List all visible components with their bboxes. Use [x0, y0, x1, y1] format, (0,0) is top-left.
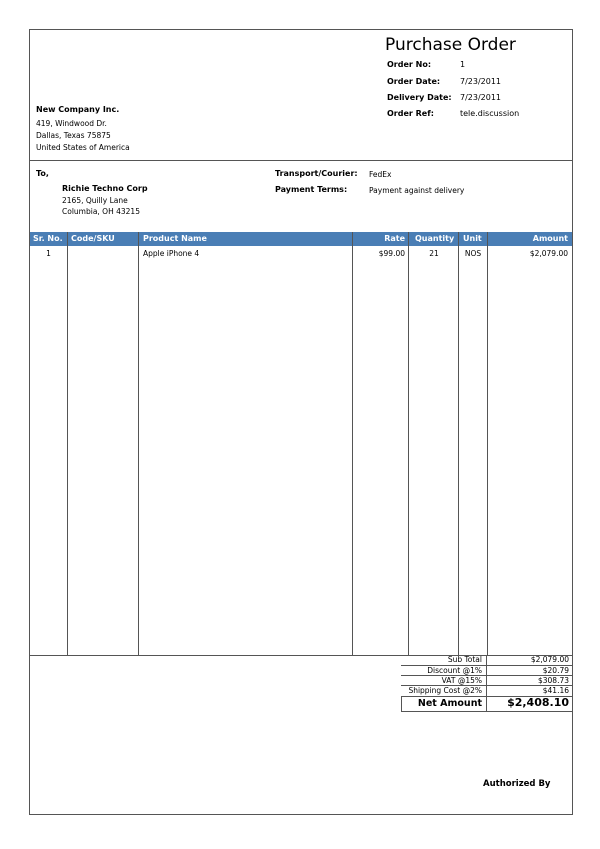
row-unit: NOS — [464, 249, 482, 258]
order-ref-value: tele.discussion — [460, 109, 520, 118]
shipping-cost-label: Shipping Cost @2% — [408, 686, 482, 695]
header-amount: Amount — [532, 234, 568, 243]
shipping-cost-value: $41.16 — [542, 686, 569, 695]
company-address-line3: United States of America — [36, 143, 130, 152]
items-table-header — [30, 232, 572, 246]
column-divider — [138, 232, 139, 656]
document-title: Purchase Order — [385, 35, 516, 55]
order-no-label: Order No: — [387, 60, 432, 69]
order-ref-label: Order Ref: — [387, 109, 434, 118]
column-divider — [487, 232, 488, 656]
discount-value: $20.79 — [542, 666, 569, 675]
header-divider — [30, 160, 572, 161]
subtotal-value: $2,079.00 — [530, 655, 569, 664]
transport-value: FedEx — [369, 170, 392, 179]
payment-terms-value: Payment against delivery — [369, 186, 465, 195]
header-rate: Rate — [384, 234, 405, 243]
purchase-order-page — [29, 29, 573, 815]
net-amount-value: $2,408.10 — [507, 696, 569, 709]
row-rate: $99.00 — [378, 249, 405, 258]
vat-label: VAT @15% — [441, 676, 482, 685]
company-address-line2: Dallas, Texas 75875 — [36, 131, 111, 140]
discount-label: Discount @1% — [427, 666, 482, 675]
header-code-sku: Code/SKU — [71, 234, 115, 243]
recipient-name: Richie Techno Corp — [62, 184, 148, 193]
header-unit: Unit — [463, 234, 482, 243]
column-divider — [408, 232, 409, 656]
row-quantity: 21 — [429, 249, 439, 258]
company-name: New Company Inc. — [36, 105, 120, 114]
delivery-date-value: 7/23/2011 — [460, 93, 502, 102]
header-quantity: Quantity — [415, 234, 455, 243]
column-divider — [67, 232, 68, 656]
net-amount-label: Net Amount — [417, 698, 482, 709]
vat-value: $308.73 — [537, 676, 569, 685]
column-divider — [458, 232, 459, 656]
authorized-by-label: Authorized By — [483, 779, 551, 789]
header-product-name: Product Name — [143, 234, 207, 243]
header-sr-no: Sr. No. — [33, 234, 63, 243]
order-no-value: 1 — [460, 60, 466, 69]
column-divider — [352, 232, 353, 656]
recipient-address-line2: Columbia, OH 43215 — [62, 207, 140, 216]
company-address-line1: 419, Windwood Dr. — [36, 119, 107, 128]
subtotal-label: Sub Total — [447, 655, 482, 664]
delivery-date-label: Delivery Date: — [387, 93, 452, 102]
recipient-address-line1: 2165, Quilly Lane — [62, 196, 128, 205]
row-sr-no: 1 — [46, 249, 51, 258]
transport-label: Transport/Courier: — [275, 169, 358, 178]
row-product-name: Apple iPhone 4 — [143, 249, 200, 258]
row-amount: $2,079.00 — [529, 249, 568, 258]
payment-terms-label: Payment Terms: — [275, 185, 348, 194]
order-date-value: 7/23/2011 — [460, 77, 502, 86]
order-date-label: Order Date: — [387, 77, 441, 86]
to-label: To, — [36, 169, 49, 178]
